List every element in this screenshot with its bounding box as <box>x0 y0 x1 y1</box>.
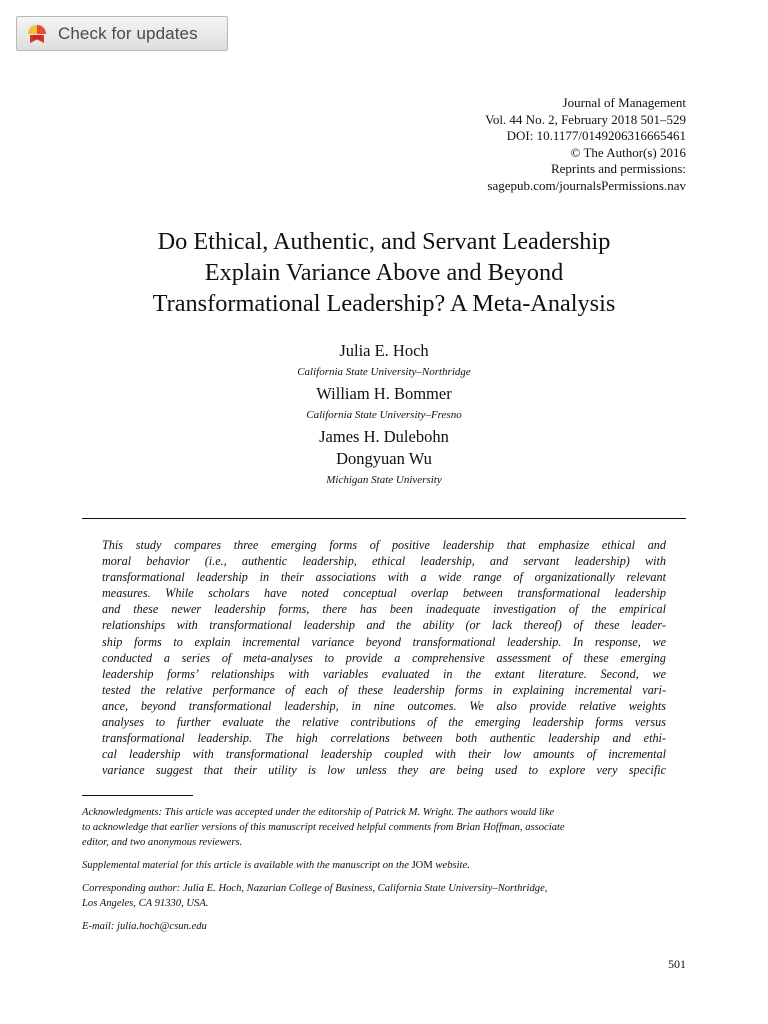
abstract-line: cal leadership with transformational leadership coupled with their low amounts of incremental <box>102 747 666 762</box>
author-affiliation: California State University–Northridge <box>297 366 471 378</box>
email-note[interactable]: E-mail: julia.hoch@csun.edu <box>82 921 207 932</box>
abstract-line: measures. While scholars have noted conceptual overlap between transformational leadership <box>102 586 666 601</box>
author-name: Dongyuan Wu <box>336 449 432 468</box>
author-block <box>82 340 686 491</box>
journal-volume: Vol. 44 No. 2, February 2018 501–529 <box>485 111 686 127</box>
abstract-line: transformational leadership in their associations with a wide range of organizationally relevant <box>102 570 666 585</box>
corresponding-author-note <box>82 881 686 911</box>
abstract-line: transformational leadership. The high correlations between both authentic leadership and ethi- <box>102 731 666 746</box>
abstract-line: relationships with transformational leadership and the ability (or lack thereof) of these leader- <box>102 618 666 633</box>
article-title <box>82 227 686 319</box>
footnote-line: Acknowledgments: This article was accepted under the editorship of Patrick M. Wright. The authors would like <box>82 807 555 818</box>
abstract-line: conducted a series of meta-analyses to provide a comprehensive assessment of these emerging <box>102 650 666 665</box>
title-line: Transformational Leadership? A Meta-Analysis <box>152 289 616 317</box>
author-affiliation: California State University–Fresno <box>306 409 462 421</box>
abstract-line: and these newer leadership forms, there has been inadequate investigation of the empirical <box>102 602 666 617</box>
journal-abbrev: JOM <box>411 860 433 871</box>
title-line: Explain Variance Above and Beyond <box>204 258 564 286</box>
abstract-divider <box>82 518 686 519</box>
footnote-line: Los Angeles, CA 91330, USA. <box>82 898 209 909</box>
page-number: 501 <box>668 957 686 971</box>
journal-name: Journal of Management <box>562 95 686 110</box>
abstract-line: analyses to further evaluate the relative contributions of the emerging leadership forms versus <box>102 715 666 730</box>
author-name: Julia E. Hoch <box>339 341 429 360</box>
abstract-line: tested the relative performance of each of these leadership forms in explaining incremental vari- <box>102 682 666 697</box>
author-affiliation: Michigan State University <box>326 474 442 486</box>
author-name: James H. Dulebohn <box>319 427 449 446</box>
journal-copyright: © The Author(s) 2016 <box>570 144 686 160</box>
author-name: William H. Bommer <box>316 384 452 403</box>
supplemental-note <box>82 858 686 873</box>
abstract-line: moral behavior (i.e., authentic leadership, ethical leadership, and servant leadership) with <box>102 554 666 569</box>
footnote-line: to acknowledge that earlier versions of this manuscript received helpful comments from Brian Hoffman, associate <box>82 822 565 833</box>
acknowledgments-note <box>82 805 686 850</box>
journal-doi: DOI: 10.1177/0149206316665461 <box>506 128 686 144</box>
abstract-line: variance suggest that their utility is low unless they are being used to explore very specific <box>102 763 666 778</box>
check-for-updates-icon <box>25 22 49 46</box>
journal-reprints: Reprints and permissions: <box>550 161 686 177</box>
abstract-line: leadership forms’ relationships with variables evaluated in the extant literature. Second, we <box>102 666 666 681</box>
footnote-divider <box>82 795 193 796</box>
footnotes <box>82 805 686 942</box>
abstract <box>102 537 666 778</box>
title-line: Do Ethical, Authentic, and Servant Leadership <box>157 228 611 255</box>
abstract-line: ship forms to explain incremental variance beyond transformational leadership. In response, we <box>102 634 666 649</box>
abstract-line: This study compares three emerging forms of positive leadership that emphasize ethical and <box>102 538 666 552</box>
footnote-line: editor, and two anonymous reviewers. <box>82 837 243 848</box>
journal-permissions-link[interactable]: sagepub.com/journalsPermissions.nav <box>487 177 686 193</box>
abstract-line: ance, beyond transformational leadership, in nine outcomes. We also provide relative weights <box>102 698 666 713</box>
footnote-line: Corresponding author: Julia E. Hoch, Nazarian College of Business, California State University–Northridge, <box>82 883 548 894</box>
supplemental-text: Supplemental material for this article is available with the manuscript on the <box>82 860 409 871</box>
journal-info <box>366 95 686 195</box>
supplemental-text-end: website. <box>435 860 470 871</box>
check-for-updates-label: Check for updates <box>58 23 198 43</box>
check-for-updates-button[interactable] <box>16 16 228 51</box>
